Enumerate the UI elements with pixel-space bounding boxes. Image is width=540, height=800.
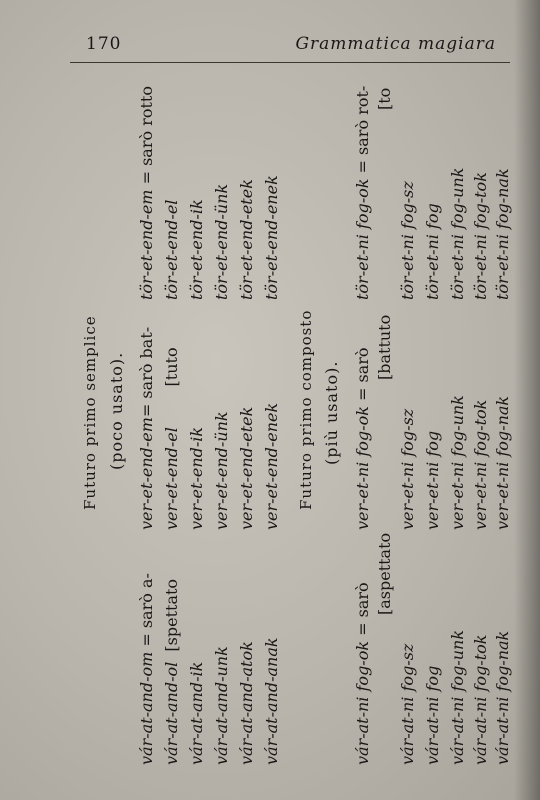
section1-col3-row: tör-et-end-ik <box>187 199 206 300</box>
gloss: = sarò rotto <box>137 86 156 185</box>
section2-col3-row: tör-et-ni fog-sz <box>398 181 417 300</box>
section1-col3-row: tör-et-end-etek <box>237 179 256 300</box>
section1-col2-row: ver-et-end-ünk <box>212 411 231 530</box>
section2-subheading: (più usato). <box>322 360 341 465</box>
section2-col2-row: ver-et-ni fog-tok <box>471 399 490 530</box>
section2-col3-row: tör-et-ni fog-ok = sarò rot- <box>353 85 372 300</box>
section2-col3-row: tör-et-ni fog-nak <box>493 168 512 300</box>
section1-col1-row: vár-at-and-ik <box>187 661 206 765</box>
section1-col2-row: ver-et-end-el [tuto <box>162 347 181 530</box>
page-gutter-shadow <box>514 0 540 800</box>
section2-col2-row: ver-et-ni fog-ok = sarò <box>353 347 372 530</box>
section1-col1-row: vár-at-and-ol [spettato <box>162 578 181 765</box>
section1-col3-row: tör-et-end-em = sarò rotto <box>137 86 156 300</box>
gloss: = sarò <box>353 582 372 636</box>
section2-col2-row: ver-et-ni fog-unk <box>448 395 467 530</box>
header-rule <box>70 62 510 63</box>
section1-col1-row: vár-at-and-atok <box>237 641 256 765</box>
gloss-continuation: [tuto <box>162 347 181 387</box>
section1-col1-row: vár-at-and-anak <box>262 637 281 765</box>
section2-col3-row: tör-et-ni fog <box>423 203 442 300</box>
page-number: 170 <box>86 34 122 54</box>
section2-col2-row: ver-et-ni fog <box>423 430 442 530</box>
section1-col2-row: ver-et-end-em= sarò bat- <box>137 326 156 530</box>
section1-col1-row: vár-at-and-om = sarò a- <box>137 573 156 765</box>
section2-col1-row: vár-at-ni fog-sz <box>398 643 417 765</box>
section1-col1-row: vár-at-and-unk <box>212 646 231 765</box>
section2-col1-row: vár-at-ni fog-nak <box>493 630 512 765</box>
section2-col1-row: vár-at-ni fog-ok = sarò <box>353 582 372 765</box>
gloss-continuation: [spettato <box>162 578 181 652</box>
gloss: = sarò <box>353 347 372 401</box>
section1-col3-row: tör-et-end-enek <box>262 175 281 300</box>
section1-col2-row: ver-et-end-ik <box>187 426 206 530</box>
section1-col2-row: ver-et-end-enek <box>262 402 281 530</box>
section2-col3-row: tör-et-ni fog-tok <box>471 172 490 300</box>
page-header <box>86 30 506 58</box>
section2-col3-row: tör-et-ni fog-unk <box>448 167 467 300</box>
gloss: = sarò bat- <box>137 326 156 418</box>
running-title: Grammatica magiara <box>295 34 496 54</box>
section2-col3-gloss-cont: [to <box>375 87 394 110</box>
section1-col2-row: ver-et-end-etek <box>237 406 256 530</box>
section2-col1-row: vár-at-ni fog <box>423 665 442 765</box>
section2-col1-row: vár-at-ni fog-tok <box>471 634 490 765</box>
section2-col2-row: ver-et-ni fog-sz <box>398 408 417 530</box>
section1-col3-row: tör-et-end-ünk <box>212 183 231 300</box>
gloss: = sarò rot- <box>353 85 372 174</box>
section2-col2-row: ver-et-ni fog-nak <box>493 395 512 530</box>
section1-heading: Futuro primo semplice <box>81 315 99 510</box>
gloss: = sarò a- <box>137 573 156 647</box>
rotated-text-body <box>75 65 512 765</box>
section2-col2-gloss-cont: [battuto <box>375 314 394 380</box>
section1-subheading: (poco usato). <box>107 351 126 470</box>
section2-heading: Futuro primo composto <box>297 309 315 510</box>
section2-col1-row: vár-at-ni fog-unk <box>448 629 467 765</box>
section2-col1-gloss-cont: [aspettato <box>375 532 394 615</box>
section1-col3-row: tör-et-end-el <box>162 199 181 300</box>
